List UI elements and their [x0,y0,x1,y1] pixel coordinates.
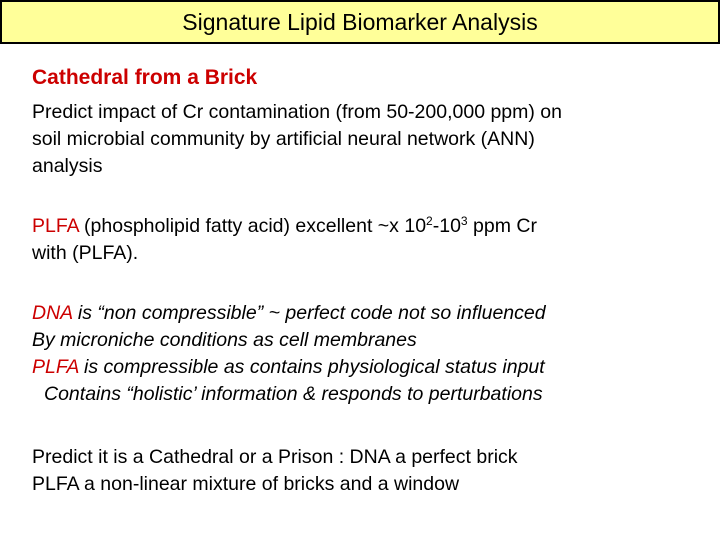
exponent: 3 [460,213,468,228]
plfa-term: PLFA [32,215,79,237]
paragraph-line: with (PLFA). [32,242,139,264]
text-fragment: (phospholipid fatty acid) excellent ~x 10 [78,215,427,237]
paragraph-line: Contains “holistic’ information & responds to perturbations [44,383,543,405]
text-fragment: ppm Cr [467,215,537,237]
text-fragment: is “non compressible” ~ perfect code not so influenced [72,302,546,324]
paragraph-line: analysis [32,155,103,177]
paragraph-line [32,354,546,381]
text-fragment: is compressible as contains physiological status input [78,356,545,378]
paragraph-line: PLFA a non-linear mixture of bricks and a window [32,473,460,495]
slide-title: Signature Lipid Biomarker Analysis [0,0,720,44]
paragraph-dna-vs-plfa [32,300,546,408]
paragraph-line [32,213,537,240]
paragraph-line: soil microbial community by artificial neural network (ANN) [32,128,535,150]
exponent: 2 [426,213,433,228]
paragraph-line: By microniche conditions as cell membranes [32,329,417,351]
paragraph-ann-prediction [32,99,562,180]
dna-term: DNA [32,302,73,324]
text-fragment: -10 [432,215,461,237]
paragraph-line [32,300,546,327]
paragraph-line: Predict impact of Cr contamination (from 50-200,000 ppm) on [32,101,562,123]
slide-subtitle: Cathedral from a Brick [32,66,258,89]
plfa-term: PLFA [32,356,79,378]
paragraph-plfa [32,213,537,267]
paragraph-conclusion [32,444,518,498]
paragraph-line: Predict it is a Cathedral or a Prison : DNA a perfect brick [32,446,518,468]
